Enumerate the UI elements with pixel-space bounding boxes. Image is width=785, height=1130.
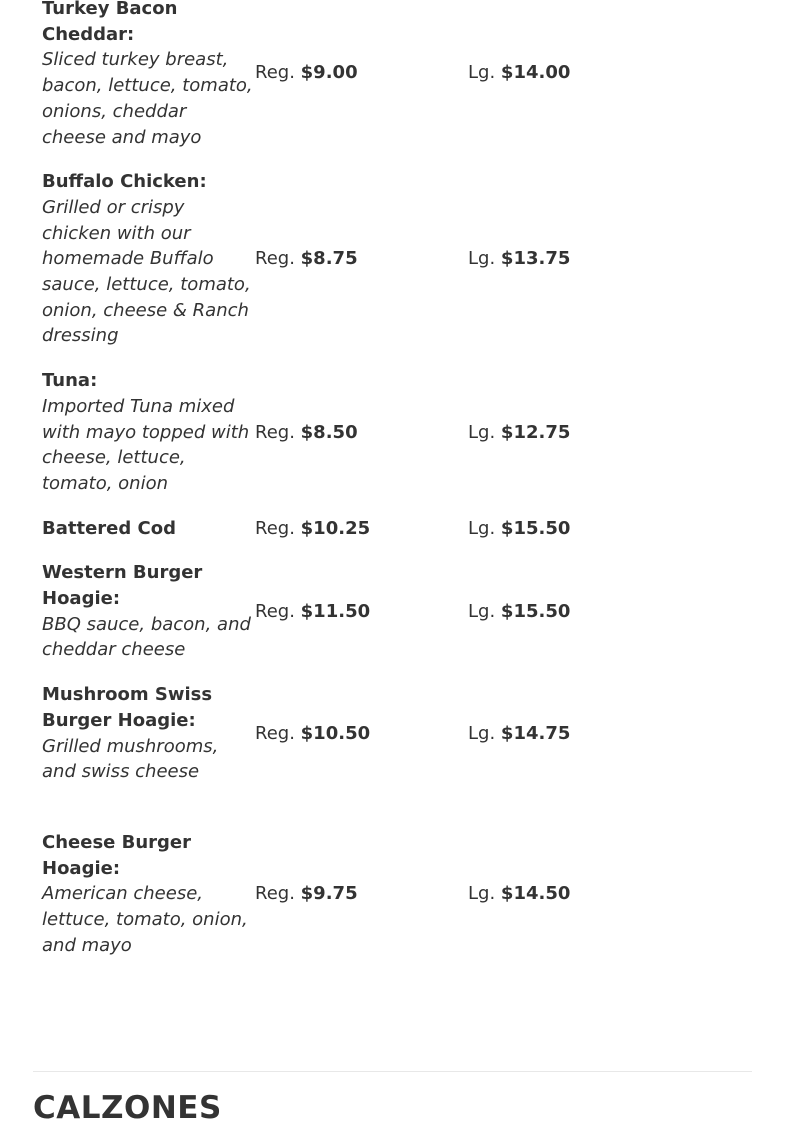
regular-price-cell [255, 516, 468, 542]
large-price-cell [468, 60, 742, 86]
large-price-cell [468, 881, 742, 907]
regular-size-label: Reg. [255, 600, 295, 622]
menu-item-row [42, 169, 742, 349]
regular-price: $10.25 [300, 517, 371, 539]
large-size-label: Lg. [468, 517, 496, 539]
item-cell [42, 368, 255, 497]
regular-price-cell [255, 60, 468, 86]
regular-price-cell [255, 246, 468, 272]
menu-item-row [42, 560, 742, 663]
item-cell [42, 560, 255, 663]
item-cell [42, 830, 255, 959]
regular-price: $8.50 [300, 421, 358, 443]
section-divider [33, 1071, 752, 1072]
item-cell [42, 516, 255, 542]
item-name: Buffalo Chicken: [42, 171, 207, 193]
large-price: $13.75 [500, 248, 571, 270]
large-size-label: Lg. [468, 421, 496, 443]
item-cell [42, 0, 255, 150]
large-size-label: Lg. [468, 248, 496, 270]
large-price-cell [468, 246, 742, 272]
item-name: Tuna: [42, 370, 98, 392]
item-description: Imported Tuna mixed with mayo topped with cheese, lettuce, tomato, onion [42, 395, 250, 494]
large-size-label: Lg. [468, 883, 496, 905]
regular-size-label: Reg. [255, 517, 295, 539]
item-name: Turkey Bacon Cheddar: [42, 0, 178, 45]
item-cell [42, 169, 255, 349]
large-price: $14.50 [500, 883, 571, 905]
item-description: Grilled or crispy chicken with our homemade Buffalo sauce, lettuce, tomato, onion, cheese & Ranch dressing [42, 196, 251, 347]
item-description: Grilled mushrooms, and swiss cheese [42, 735, 219, 783]
regular-price-cell [255, 881, 468, 907]
regular-price: $10.50 [300, 722, 371, 744]
item-name: Cheese Burger Hoagie: [42, 831, 192, 879]
large-size-label: Lg. [468, 722, 496, 744]
regular-price-cell [255, 420, 468, 446]
large-price-cell [468, 420, 742, 446]
large-size-label: Lg. [468, 62, 496, 84]
section-heading-calzones: CALZONES [33, 1090, 222, 1126]
regular-price-cell [255, 721, 468, 747]
item-name: Mushroom Swiss Burger Hoagie: [42, 684, 213, 731]
large-price-cell [468, 516, 742, 542]
regular-price-cell [255, 599, 468, 625]
regular-price: $11.50 [300, 600, 371, 622]
item-name: Western Burger Hoagie: [42, 562, 203, 610]
menu-item-row [42, 830, 742, 959]
regular-size-label: Reg. [255, 248, 295, 270]
menu-table [42, 0, 742, 978]
menu-item-row [42, 682, 742, 785]
item-name: Battered Cod [42, 517, 176, 539]
regular-price: $9.75 [300, 883, 358, 905]
item-description: BBQ sauce, bacon, and cheddar cheese [42, 613, 251, 661]
large-price: $14.00 [500, 62, 571, 84]
menu-item-row [42, 0, 742, 150]
item-description: Sliced turkey breast, bacon, lettuce, tomato, onions, cheddar cheese and mayo [42, 49, 253, 148]
regular-size-label: Reg. [255, 722, 295, 744]
large-price: $15.50 [500, 517, 571, 539]
menu-item-row [42, 516, 742, 542]
item-cell [42, 682, 255, 785]
large-price: $14.75 [500, 722, 571, 744]
regular-size-label: Reg. [255, 421, 295, 443]
large-price-cell [468, 721, 742, 747]
regular-price: $9.00 [300, 62, 358, 84]
large-size-label: Lg. [468, 600, 496, 622]
large-price: $12.75 [500, 421, 571, 443]
regular-size-label: Reg. [255, 883, 295, 905]
regular-price: $8.75 [300, 248, 358, 270]
regular-size-label: Reg. [255, 62, 295, 84]
large-price: $15.50 [500, 600, 571, 622]
item-description: American cheese, lettuce, tomato, onion, and mayo [42, 883, 248, 956]
menu-item-row [42, 368, 742, 497]
large-price-cell [468, 599, 742, 625]
